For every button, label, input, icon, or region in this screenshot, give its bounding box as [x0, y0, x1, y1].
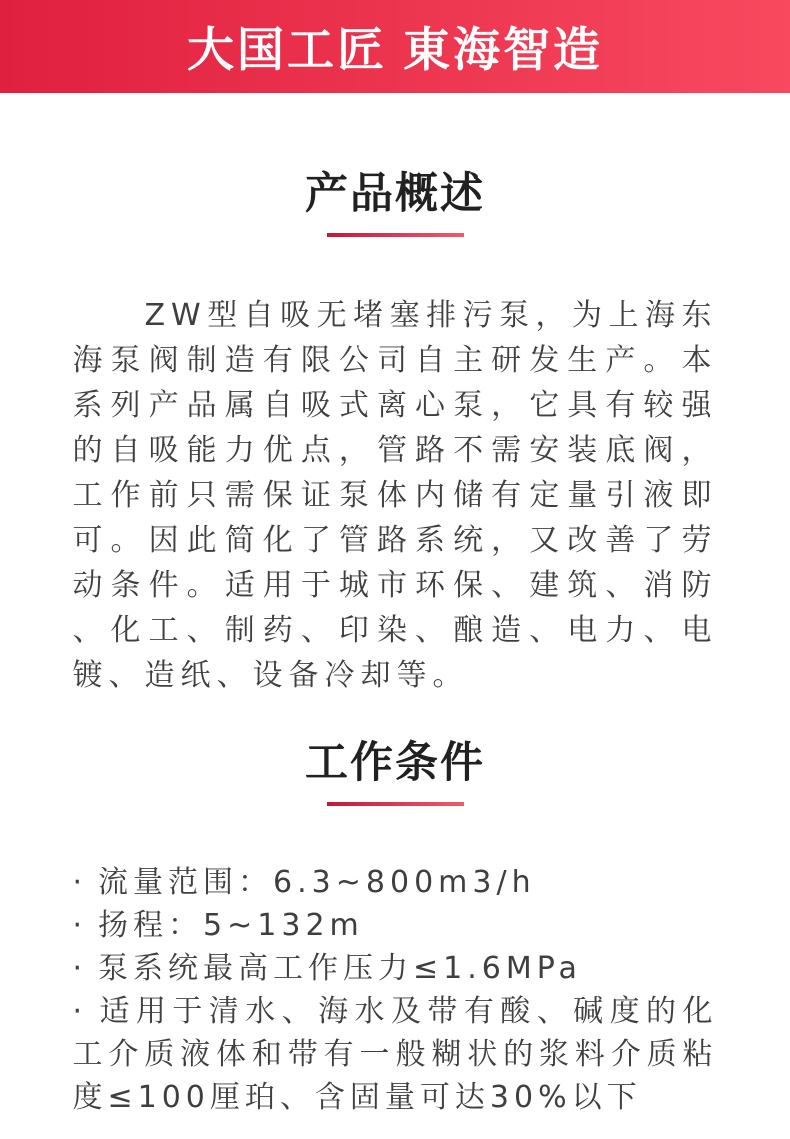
conditions-list	[73, 861, 718, 1119]
banner-title: 大国工匠 東海智造	[186, 23, 604, 76]
condition-item	[73, 990, 718, 1119]
overview-title-underline	[327, 233, 464, 237]
product-overview-paragraph: ZW型自吸无堵塞排污泵，为上海东海泵阀制造有限公司自主研发生产。本系列产品属自吸式离心泵，它具有较强的自吸能力优点，管路不需安装底阀，工作前只需保证泵体内储有定量引液即可。因此简化了管路系统，又改善了劳动条件。适用于城市环保、建筑、消防、化工、制药、印染、酿造、电力、电镀、造纸、设备冷却等。	[72, 298, 718, 693]
condition-item-text: 流量范围：6.3~800m3/h	[98, 865, 536, 900]
product-page	[0, 170, 790, 1119]
section-title-overview: 产品概述	[305, 170, 485, 218]
condition-item-text: 扬程：5~132m	[98, 908, 364, 943]
condition-item-text: 泵系统最高工作压力≤1.6MPa	[98, 951, 582, 986]
condition-item	[73, 861, 718, 904]
bullet-dot: ·	[72, 951, 88, 986]
bullet-dot: ·	[72, 865, 88, 900]
condition-item-text: 适用于清水、海水及带有酸、碱度的化工介质液体和带有一般糊状的浆料介质粘度≤100厘珀、含固量可达30%以下	[72, 994, 718, 1115]
conditions-title-underline	[327, 802, 464, 806]
condition-item	[73, 904, 718, 947]
section-title-conditions: 工作条件	[305, 739, 485, 787]
bullet-dot: ·	[72, 994, 88, 1029]
bullet-dot: ·	[72, 908, 88, 943]
condition-item	[73, 947, 718, 990]
top-banner	[0, 0, 790, 93]
